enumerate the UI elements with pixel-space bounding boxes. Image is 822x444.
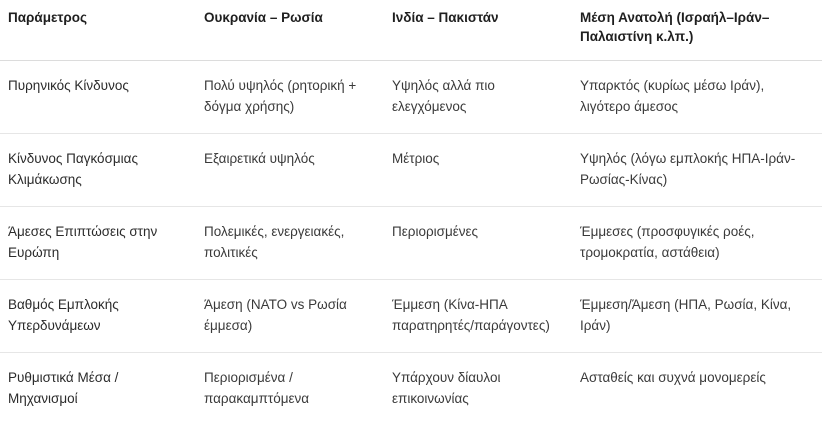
cell-india-pakistan: Υπάρχουν δίαυλοι επικοινωνίας (392, 370, 501, 406)
cell-parameter: Βαθμός Εμπλοκής Υπερδυνάμεων (0, 280, 196, 353)
cell-ukraine-russia: Πολύ υψηλός (ρητορική + δόγμα χρήσης) (196, 61, 384, 134)
table-header (0, 0, 822, 61)
column-header-middle-east: Μέση Ανατολή (Ισραήλ–Ιράν–Παλαιστίνη κ.λπ.) (572, 0, 822, 61)
cell-middle-east: Υπαρκτός (κυρίως μέσω Ιράν), λιγότερο άμεσος (572, 61, 822, 134)
cell-ukraine-russia: Πολεμικές, ενεργειακές, πολιτικές (196, 207, 384, 280)
table-row (0, 207, 822, 280)
cell-india-pakistan: Μέτριος (384, 134, 572, 207)
cell-ukraine-russia: Άμεση (NATO vs Ρωσία έμμεσα) (196, 280, 384, 353)
cell-ukraine-russia: Περιορισμένα / παρακαμπτόμενα (204, 370, 310, 406)
table-header-row (0, 0, 822, 61)
cell-parameter: Άμεσες Επιπτώσεις στην Ευρώπη (0, 207, 196, 280)
table-row (0, 134, 822, 207)
cell-parameter: Πυρηνικός Κίνδυνος (0, 61, 196, 134)
column-header-india-pakistan: Ινδία – Πακιστάν (384, 0, 572, 61)
cell-parameter: Κίνδυνος Παγκόσμιας Κλιμάκωσης (0, 134, 196, 207)
cell-middle-east: Υψηλός (λόγω εμπλοκής ΗΠΑ-Ιράν-Ρωσίας-Κίνας) (572, 134, 822, 207)
cell-india-pakistan: Περιορισμένες (384, 207, 572, 280)
cell-parameter: Ρυθμιστικά Μέσα / Μηχανισμοί (8, 370, 119, 406)
table-row (0, 280, 822, 353)
cell-india-pakistan: Υψηλός αλλά πιο ελεγχόμενος (384, 61, 572, 134)
column-header-parameter: Παράμετρος (0, 0, 196, 61)
column-header-ukraine-russia: Ουκρανία – Ρωσία (196, 0, 384, 61)
cell-india-pakistan: Έμμεση (Κίνα-ΗΠΑ παρατηρητές/παράγοντες) (384, 280, 572, 353)
table-row (0, 353, 822, 426)
cell-middle-east: Έμμεση/Άμεση (ΗΠΑ, Ρωσία, Κίνα, Ιράν) (572, 280, 822, 353)
cell-middle-east: Ασταθείς και συχνά μονομερείς (580, 370, 766, 385)
table-body (0, 61, 822, 426)
cell-ukraine-russia: Εξαιρετικά υψηλός (196, 134, 384, 207)
cell-middle-east: Έμμεσες (προσφυγικές ροές, τρομοκρατία, αστάθεια) (572, 207, 822, 280)
table-row (0, 61, 822, 134)
